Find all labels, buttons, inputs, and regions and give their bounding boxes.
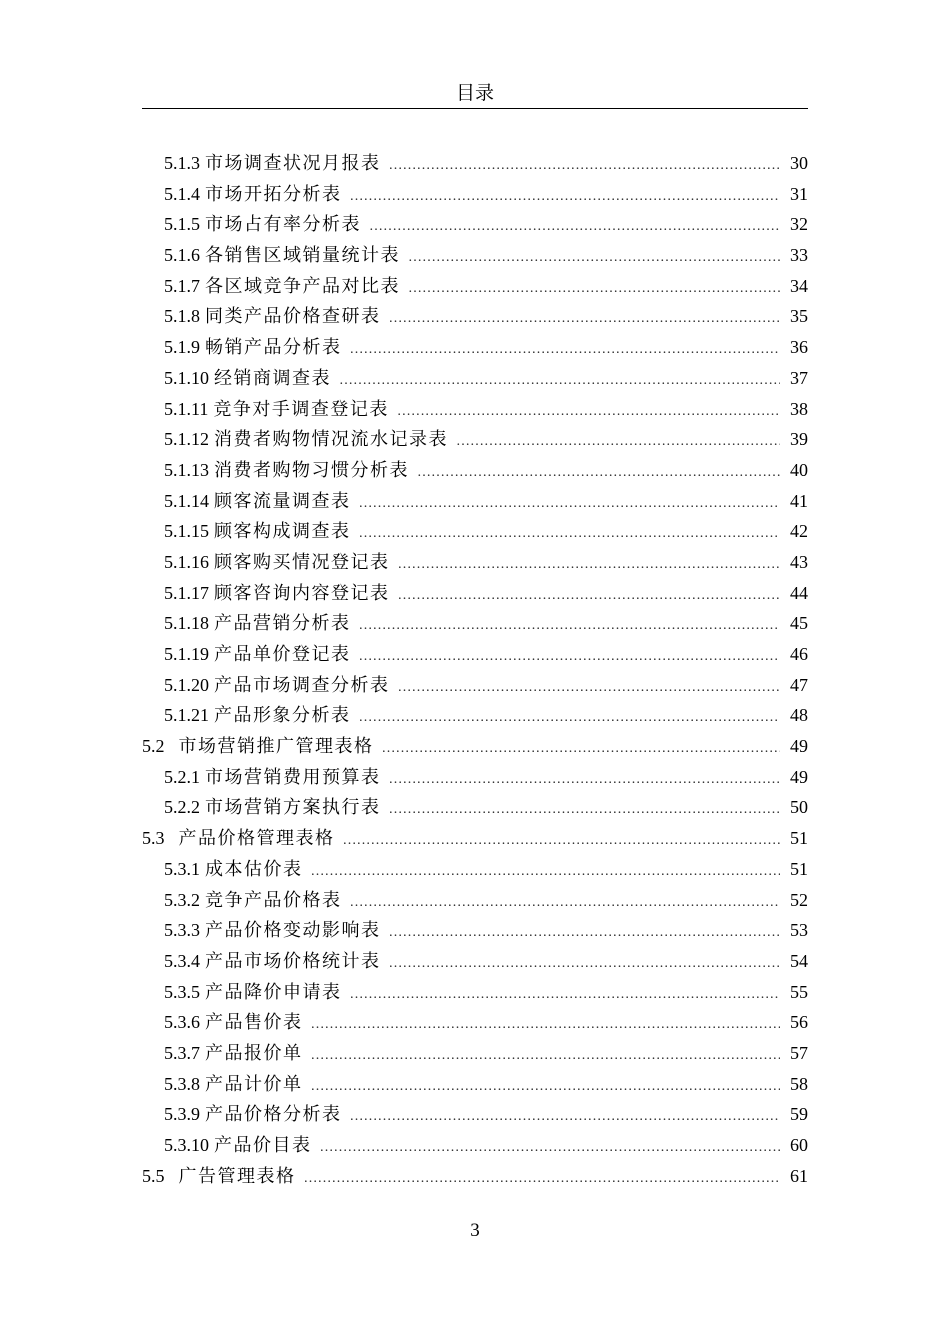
toc-entry-page: 31 bbox=[790, 183, 808, 204]
toc-entry-title: 各区域竞争产品对比表 bbox=[205, 275, 400, 296]
toc-entry[interactable] bbox=[142, 700, 808, 731]
toc-entry-number: 5.1.6 bbox=[164, 245, 200, 266]
toc-entry[interactable] bbox=[142, 209, 808, 240]
toc-entry[interactable] bbox=[142, 455, 808, 486]
toc-entry-page: 36 bbox=[790, 337, 808, 358]
toc-entry[interactable] bbox=[142, 547, 808, 578]
toc-entry-number: 5.1.18 bbox=[164, 613, 209, 634]
toc-entry-title: 各销售区域销量统计表 bbox=[205, 245, 400, 266]
page-header bbox=[142, 82, 808, 109]
toc-entry-number: 5.1.14 bbox=[164, 490, 209, 511]
toc-dot-leader bbox=[311, 1041, 781, 1072]
toc-entry[interactable] bbox=[142, 823, 808, 854]
toc-entry-page: 55 bbox=[790, 981, 808, 1002]
toc-entry[interactable] bbox=[142, 1161, 808, 1192]
toc-entry-number: 5.3.3 bbox=[164, 920, 200, 941]
toc-entry-title: 顾客购买情况登记表 bbox=[214, 551, 390, 572]
toc-entry-title: 产品价格管理表格 bbox=[178, 828, 335, 849]
toc-entry-title: 消费者购物习惯分析表 bbox=[214, 459, 409, 480]
toc-entry-title: 消费者购物情况流水记录表 bbox=[214, 429, 448, 450]
toc-entry-number: 5.3.8 bbox=[164, 1073, 200, 1094]
toc-entry-number: 5.3.4 bbox=[164, 950, 200, 971]
toc-entry-number: 5.1.20 bbox=[164, 674, 209, 695]
toc-entry-number: 5.1.5 bbox=[164, 214, 200, 235]
toc-entry-title: 成本估价表 bbox=[205, 858, 303, 879]
toc-entry-page: 38 bbox=[790, 398, 808, 419]
toc-dot-leader bbox=[311, 1010, 781, 1041]
toc-dot-leader bbox=[398, 673, 781, 704]
toc-entry[interactable] bbox=[142, 762, 808, 793]
toc-entry-number: 5.1.7 bbox=[164, 275, 200, 296]
toc-entry-number: 5.1.4 bbox=[164, 183, 200, 204]
toc-entry-number: 5.1.3 bbox=[164, 153, 200, 173]
toc-entry-title: 市场调查状况月报表 bbox=[205, 153, 381, 173]
toc-entry[interactable] bbox=[142, 240, 808, 271]
toc-entry-number: 5.3.2 bbox=[164, 889, 200, 910]
toc-entry[interactable] bbox=[142, 1099, 808, 1130]
toc-dot-leader bbox=[311, 1072, 781, 1103]
toc-entry-page: 34 bbox=[790, 275, 808, 296]
toc-entry-number: 5.3 bbox=[142, 828, 165, 849]
toc-dot-leader bbox=[350, 1102, 781, 1133]
toc-dot-leader bbox=[304, 1164, 781, 1195]
toc-entry-number: 5.1.19 bbox=[164, 644, 209, 664]
toc-dot-leader bbox=[408, 274, 780, 305]
toc-entry-title: 竞争产品价格表 bbox=[205, 889, 342, 910]
toc-dot-leader bbox=[397, 397, 780, 428]
toc-dot-leader bbox=[389, 949, 781, 980]
toc-entry[interactable] bbox=[142, 424, 808, 455]
toc-entry-page: 40 bbox=[790, 459, 808, 480]
toc-entry[interactable] bbox=[142, 915, 808, 946]
toc-entry-page: 45 bbox=[790, 613, 808, 634]
toc-entry[interactable] bbox=[142, 946, 808, 977]
toc-entry-page: 41 bbox=[790, 490, 808, 511]
toc-dot-leader bbox=[417, 458, 780, 489]
toc-entry-number: 5.2.2 bbox=[164, 797, 200, 818]
toc-dot-leader bbox=[359, 519, 781, 550]
toc-entry-page: 37 bbox=[790, 367, 808, 388]
toc-dot-leader bbox=[350, 888, 781, 919]
toc-entry-number: 5.2.1 bbox=[164, 766, 200, 787]
toc-dot-leader bbox=[389, 765, 781, 796]
toc-entry-title: 畅销产品分析表 bbox=[205, 337, 342, 358]
toc-dot-leader bbox=[311, 857, 781, 888]
toc-entry-page: 32 bbox=[790, 214, 808, 235]
toc-dot-leader bbox=[359, 703, 781, 734]
toc-entry[interactable] bbox=[142, 639, 808, 670]
page-number: 3 bbox=[470, 1220, 480, 1241]
toc-entry[interactable] bbox=[142, 1069, 808, 1100]
toc-entry-number: 5.2 bbox=[142, 736, 165, 757]
toc-entry-page: 57 bbox=[790, 1042, 808, 1063]
toc-entry[interactable] bbox=[142, 731, 808, 762]
page-header-title: 目录 bbox=[455, 83, 494, 104]
toc-entry-number: 5.3.5 bbox=[164, 981, 200, 1002]
toc-entry[interactable] bbox=[142, 578, 808, 609]
toc-dot-leader bbox=[343, 826, 781, 857]
toc-entry-title: 市场开拓分析表 bbox=[205, 183, 342, 204]
toc-entry-title: 产品报价单 bbox=[205, 1042, 303, 1063]
toc-entry[interactable] bbox=[142, 516, 808, 547]
toc-entry[interactable] bbox=[142, 363, 808, 394]
toc-entry-number: 5.3.1 bbox=[164, 858, 200, 879]
toc-entry-number: 5.1.21 bbox=[164, 705, 209, 726]
toc-entry-page: 51 bbox=[790, 858, 808, 879]
toc-entry-number: 5.3.10 bbox=[164, 1135, 209, 1155]
toc-dot-leader bbox=[350, 335, 781, 366]
toc-entry-title: 竞争对手调查登记表 bbox=[213, 398, 389, 419]
toc-entry-title: 产品单价登记表 bbox=[214, 644, 351, 664]
toc-entry-page: 33 bbox=[790, 245, 808, 266]
toc-entry[interactable] bbox=[142, 271, 808, 302]
toc-entry-page: 43 bbox=[790, 551, 808, 572]
toc-entry-page: 61 bbox=[790, 1165, 808, 1186]
toc-entry[interactable] bbox=[142, 854, 808, 885]
toc-entry-number: 5.1.17 bbox=[164, 582, 209, 603]
toc-entry-page: 60 bbox=[790, 1135, 808, 1155]
toc-entry-page: 44 bbox=[790, 582, 808, 603]
toc-dot-leader bbox=[398, 550, 781, 581]
toc-entry-title: 市场营销推广管理表格 bbox=[178, 736, 374, 757]
toc-entry-page: 58 bbox=[790, 1073, 808, 1094]
toc-entry-page: 46 bbox=[790, 644, 808, 664]
toc-entry[interactable] bbox=[142, 332, 808, 363]
toc-entry[interactable] bbox=[142, 301, 808, 332]
toc-entry-page: 51 bbox=[790, 828, 808, 849]
toc-entry-title: 产品计价单 bbox=[205, 1073, 303, 1094]
toc-entry[interactable] bbox=[142, 486, 808, 517]
toc-entry-page: 56 bbox=[790, 1012, 808, 1033]
toc-entry-number: 5.1.11 bbox=[164, 398, 209, 419]
toc-entry-title: 顾客咨询内容登记表 bbox=[214, 582, 390, 603]
toc-entry-page: 30 bbox=[790, 153, 808, 173]
table-of-contents bbox=[142, 148, 808, 1191]
toc-entry-title: 同类产品价格查研表 bbox=[205, 306, 381, 327]
toc-entry-number: 5.3.6 bbox=[164, 1012, 200, 1033]
toc-dot-leader bbox=[382, 734, 781, 765]
toc-entry-page: 49 bbox=[790, 736, 808, 757]
toc-entry[interactable] bbox=[142, 179, 808, 210]
toc-dot-leader bbox=[369, 212, 780, 243]
toc-entry-title: 产品售价表 bbox=[205, 1012, 303, 1033]
toc-entry-number: 5.1.15 bbox=[164, 521, 209, 542]
toc-dot-leader bbox=[350, 182, 781, 213]
toc-entry-page: 52 bbox=[790, 889, 808, 910]
toc-entry-page: 50 bbox=[790, 797, 808, 818]
toc-entry-number: 5.1.12 bbox=[164, 429, 209, 450]
toc-entry[interactable] bbox=[142, 792, 808, 823]
toc-entry-title: 产品市场价格统计表 bbox=[205, 950, 381, 971]
toc-entry-page: 48 bbox=[790, 705, 808, 726]
toc-entry-title: 产品营销分析表 bbox=[214, 613, 351, 634]
toc-entry[interactable] bbox=[142, 977, 808, 1008]
toc-entry-title: 产品价目表 bbox=[214, 1135, 312, 1155]
toc-entry[interactable] bbox=[142, 394, 808, 425]
toc-entry-page: 35 bbox=[790, 306, 808, 327]
toc-entry-number: 5.1.16 bbox=[164, 551, 209, 572]
toc-dot-leader bbox=[359, 489, 781, 520]
toc-entry[interactable] bbox=[142, 1130, 808, 1161]
toc-entry-number: 5.3.7 bbox=[164, 1042, 200, 1063]
toc-entry-number: 5.1.10 bbox=[164, 367, 209, 388]
toc-entry-page: 39 bbox=[790, 429, 808, 450]
toc-entry-number: 5.3.9 bbox=[164, 1104, 200, 1125]
toc-dot-leader bbox=[389, 795, 781, 826]
toc-entry-title: 广告管理表格 bbox=[178, 1165, 296, 1186]
toc-entry[interactable] bbox=[142, 670, 808, 701]
toc-entry-title: 产品价格变动影响表 bbox=[205, 920, 381, 941]
toc-entry-title: 顾客流量调查表 bbox=[214, 490, 351, 511]
toc-dot-leader bbox=[408, 243, 780, 274]
toc-entry-page: 47 bbox=[790, 674, 808, 695]
toc-entry-page: 53 bbox=[790, 920, 808, 941]
toc-dot-leader bbox=[389, 151, 781, 182]
toc-dot-leader bbox=[320, 1133, 781, 1164]
toc-entry-number: 5.1.13 bbox=[164, 459, 209, 480]
toc-entry-title: 产品市场调查分析表 bbox=[214, 674, 390, 695]
toc-entry-page: 54 bbox=[790, 950, 808, 971]
toc-dot-leader bbox=[359, 642, 781, 673]
toc-entry[interactable] bbox=[142, 1038, 808, 1069]
toc-entry-number: 5.1.9 bbox=[164, 337, 200, 358]
toc-entry-page: 59 bbox=[790, 1104, 808, 1125]
toc-dot-leader bbox=[398, 581, 781, 612]
toc-entry[interactable] bbox=[142, 608, 808, 639]
toc-dot-leader bbox=[456, 427, 780, 458]
toc-entry-title: 产品价格分析表 bbox=[205, 1104, 342, 1125]
toc-entry-title: 市场营销方案执行表 bbox=[205, 797, 381, 818]
toc-dot-leader bbox=[359, 611, 781, 642]
toc-entry-title: 经销商调查表 bbox=[214, 367, 331, 388]
toc-entry-title: 产品形象分析表 bbox=[214, 705, 351, 726]
toc-entry-title: 市场占有率分析表 bbox=[205, 214, 361, 235]
toc-entry-page: 49 bbox=[790, 766, 808, 787]
toc-entry-number: 5.5 bbox=[142, 1165, 165, 1186]
toc-entry-page: 42 bbox=[790, 521, 808, 542]
toc-entry-title: 顾客构成调查表 bbox=[214, 521, 351, 542]
toc-dot-leader bbox=[389, 304, 781, 335]
toc-entry-title: 产品降价申请表 bbox=[205, 981, 342, 1002]
toc-dot-leader bbox=[339, 366, 780, 397]
toc-entry[interactable] bbox=[142, 148, 808, 179]
toc-entry[interactable] bbox=[142, 885, 808, 916]
toc-entry-title: 市场营销费用预算表 bbox=[205, 766, 381, 787]
toc-entry[interactable] bbox=[142, 1007, 808, 1038]
toc-dot-leader bbox=[350, 980, 781, 1011]
toc-dot-leader bbox=[389, 918, 781, 949]
toc-entry-number: 5.1.8 bbox=[164, 306, 200, 327]
